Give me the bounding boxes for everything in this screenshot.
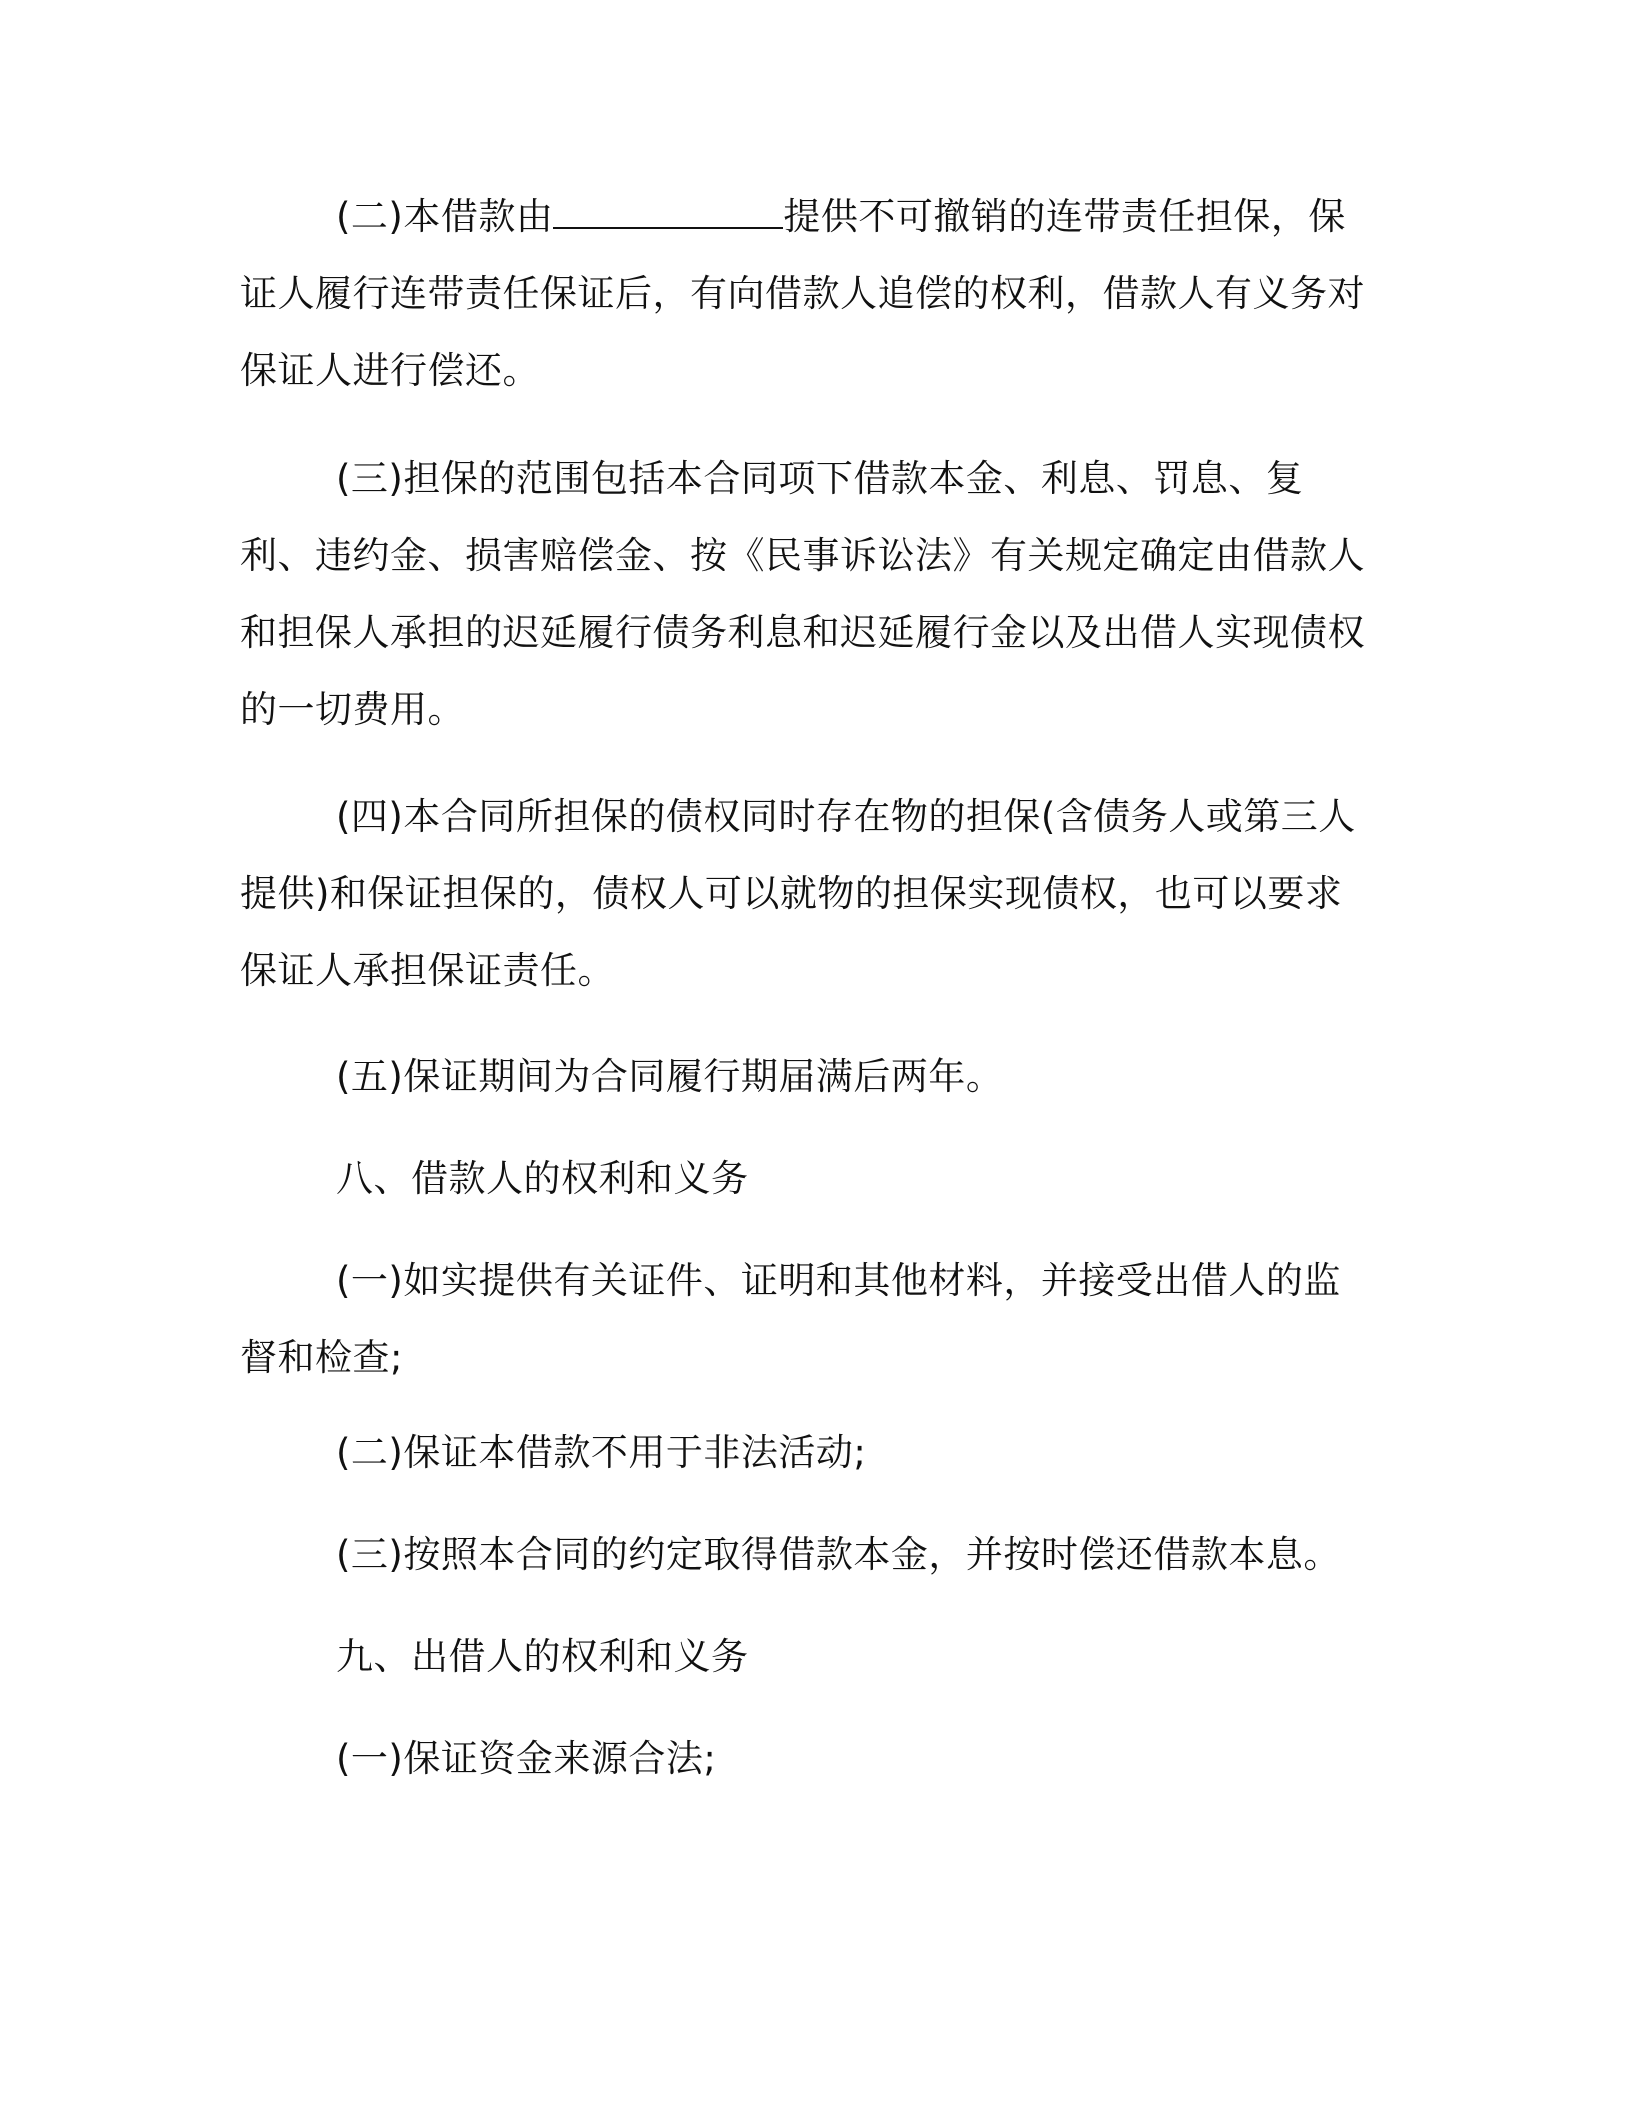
guarantor-blank-field[interactable] xyxy=(553,197,783,229)
section-heading-lender-rights: 九、出借人的权利和义务 xyxy=(336,1635,749,1678)
paragraph-text: (二)本借款由 xyxy=(336,195,554,238)
paragraph-borrower-duty-3: (三)按照本合同的约定取得借款本金，并按时偿还借款本息。 xyxy=(336,1533,1341,1576)
paragraph-guarantee-scope: (三)担保的范围包括本合同项下借款本金、利息、罚息、复利、违约金、损害赔偿金、按《民事诉讼法》有关规定确定由借款人和担保人承担的迟延履行债务利息和迟延履行金以及出借人实现债权的一切费用。 xyxy=(240,457,1365,731)
paragraph-text: 提供不可撤销的连带责任担保，保证人履行连带责任保证后，有向借款人追偿的权利，借款人有义务对保证人进行偿还。 xyxy=(240,195,1365,392)
paragraph-guarantee-priority: (四)本合同所担保的债权同时存在物的担保(含债务人或第三人提供)和保证担保的，债权人可以就物的担保实现债权，也可以要求保证人承担保证责任。 xyxy=(240,795,1356,992)
section-heading-borrower-rights: 八、借款人的权利和义务 xyxy=(336,1157,749,1200)
paragraph-borrower-duty-1: (一)如实提供有关证件、证明和其他材料，并接受出借人的监督和检查; xyxy=(240,1259,1341,1379)
paragraph-guarantee-provider xyxy=(240,178,1370,409)
paragraph-guarantee-period: (五)保证期间为合同履行期届满后两年。 xyxy=(336,1055,1004,1098)
paragraph-borrower-duty-2: (二)保证本借款不用于非法活动; xyxy=(336,1431,867,1474)
paragraph-lender-duty-1: (一)保证资金来源合法; xyxy=(336,1737,717,1780)
